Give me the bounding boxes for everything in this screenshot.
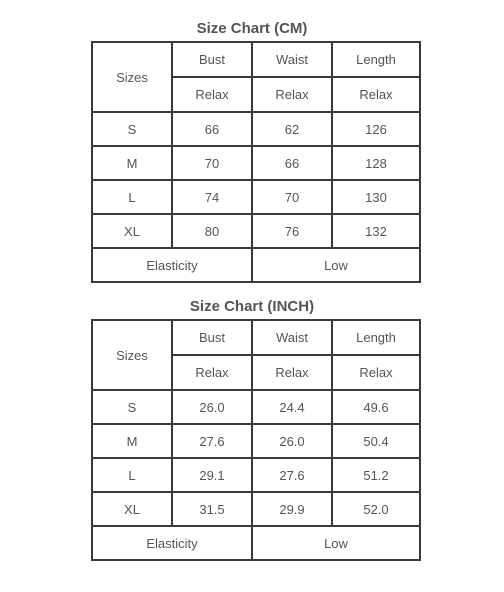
- table-row: [92, 112, 420, 146]
- size-chart-cm-title: Size Chart (CM): [196, 20, 308, 37]
- length-cell: 52.0: [332, 492, 420, 526]
- length-cell: 128: [332, 146, 420, 180]
- table-row: [92, 214, 420, 248]
- waist-fit: Relax: [252, 355, 332, 390]
- length-cell: 50.4: [332, 424, 420, 458]
- table-row: [92, 492, 420, 526]
- waist-cell: 76: [252, 214, 332, 248]
- elasticity-row: [92, 526, 420, 560]
- waist-cell: 29.9: [252, 492, 332, 526]
- elasticity-value: Low: [252, 248, 420, 282]
- table-row: [92, 424, 420, 458]
- waist-cell: 26.0: [252, 424, 332, 458]
- size-chart-inch-table: [91, 319, 421, 561]
- waist-cell: 24.4: [252, 390, 332, 424]
- elasticity-row: [92, 248, 420, 282]
- table-row: [92, 146, 420, 180]
- elasticity-value: Low: [252, 526, 420, 560]
- size-chart-inch-title: Size Chart (INCH): [189, 298, 315, 315]
- size-cell: S: [92, 112, 172, 146]
- length-header: Length: [332, 320, 420, 355]
- waist-header: Waist: [252, 42, 332, 77]
- bust-cell: 74: [172, 180, 252, 214]
- sizes-header: Sizes: [92, 320, 172, 390]
- length-cell: 132: [332, 214, 420, 248]
- size-cell: S: [92, 390, 172, 424]
- waist-cell: 66: [252, 146, 332, 180]
- bust-cell: 26.0: [172, 390, 252, 424]
- size-cell: XL: [92, 214, 172, 248]
- waist-cell: 27.6: [252, 458, 332, 492]
- length-fit: Relax: [332, 355, 420, 390]
- bust-fit: Relax: [172, 355, 252, 390]
- size-cell: M: [92, 146, 172, 180]
- length-cell: 51.2: [332, 458, 420, 492]
- bust-cell: 70: [172, 146, 252, 180]
- size-cell: L: [92, 458, 172, 492]
- bust-cell: 31.5: [172, 492, 252, 526]
- waist-cell: 62: [252, 112, 332, 146]
- size-chart-cm-table: [91, 41, 421, 283]
- waist-fit: Relax: [252, 77, 332, 112]
- elasticity-label: Elasticity: [92, 248, 252, 282]
- size-cell: L: [92, 180, 172, 214]
- table-row: [92, 390, 420, 424]
- header-row: [92, 320, 420, 355]
- table-row: [92, 180, 420, 214]
- bust-header: Bust: [172, 42, 252, 77]
- elasticity-label: Elasticity: [92, 526, 252, 560]
- bust-cell: 27.6: [172, 424, 252, 458]
- bust-cell: 66: [172, 112, 252, 146]
- length-cell: 126: [332, 112, 420, 146]
- length-fit: Relax: [332, 77, 420, 112]
- header-row: [92, 42, 420, 77]
- bust-header: Bust: [172, 320, 252, 355]
- bust-fit: Relax: [172, 77, 252, 112]
- length-cell: 130: [332, 180, 420, 214]
- sizes-header: Sizes: [92, 42, 172, 112]
- length-header: Length: [332, 42, 420, 77]
- size-cell: XL: [92, 492, 172, 526]
- waist-cell: 70: [252, 180, 332, 214]
- bust-cell: 29.1: [172, 458, 252, 492]
- waist-header: Waist: [252, 320, 332, 355]
- bust-cell: 80: [172, 214, 252, 248]
- size-cell: M: [92, 424, 172, 458]
- length-cell: 49.6: [332, 390, 420, 424]
- table-row: [92, 458, 420, 492]
